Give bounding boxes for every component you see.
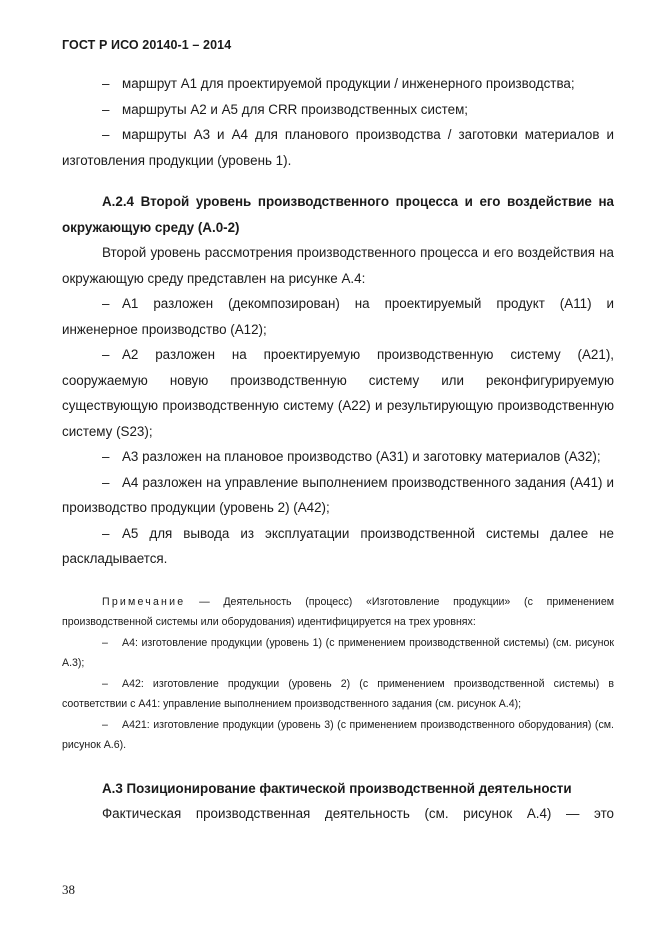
list-dash: – [102, 449, 110, 464]
list-dash: – [102, 347, 110, 362]
list-item-text: А4 разложен на управление выполнением производственного задания (А41) и производство продукции (уровень 2) (А42); [62, 474, 614, 515]
note-item-text: А421: изготовление продукции (уровень 3) (с применением производственного оборудования) (см. рисунок А.6). [62, 718, 614, 751]
list-item [62, 122, 614, 173]
note-item [62, 715, 614, 756]
list-item [62, 97, 614, 123]
note-dash: – [102, 718, 108, 731]
list-item-text: маршруты А3 и А4 для планового производства / заготовки материалов и изготовления продукции (уровень 1). [62, 127, 614, 168]
note-text: — Деятельность (процесс) «Изготовление продукции» (с применением производственной системы или оборудования) идентифицируется на трех уровнях: [62, 595, 614, 628]
list-item [62, 444, 614, 470]
list-dash: – [102, 296, 110, 311]
list-item-text: маршрут А1 для проектируемой продукции / инженерного производства; [122, 76, 575, 91]
note-item [62, 674, 614, 715]
list-item-text: А2 разложен на проектируемую производственную систему (А21), сооружаемую новую производственную систему или реконфигурируемую существующую производственную систему (А22) и результирующую производственную систему (S23); [62, 347, 614, 439]
list-item [62, 71, 614, 97]
list-item [62, 291, 614, 342]
list-dash: – [102, 474, 110, 490]
section-paragraph: Фактическая производственная деятельность (см. рисунок А.4) — это [102, 806, 614, 821]
list-item [62, 521, 614, 572]
note-dash: – [102, 677, 108, 690]
list-item-text: А3 разложен на плановое производство (А31) и заготовку материалов (А32); [122, 449, 601, 464]
note-label: Примечание [102, 595, 186, 608]
section-heading-a24: А.2.4 Второй уровень производственного процесса и его воздействие на окружающую среду (А.0-2) [62, 194, 614, 235]
list-dash: – [102, 76, 110, 91]
list-item-text: А5 для вывода из эксплуатации производственной системы далее не раскладывается. [62, 525, 614, 566]
section-heading-a3: А.3 Позиционирование фактической производственной деятельности [102, 780, 572, 796]
note-intro [62, 592, 614, 633]
list-dash: – [102, 127, 110, 142]
section-a24-list [62, 291, 614, 572]
list-item-text: А1 разложен (декомпозирован) на проектируемый продукт (А11) и инженерное производство (А12); [62, 296, 614, 337]
list-dash: – [102, 101, 110, 117]
list-item [62, 470, 614, 521]
list-item-text: маршруты А2 и А5 для CRR производственных систем; [122, 101, 469, 117]
document-page [62, 38, 614, 827]
intro-list [62, 71, 614, 173]
note-dash: – [102, 636, 108, 649]
note-item [62, 633, 614, 674]
note-block [62, 592, 614, 756]
document-header: ГОСТ Р ИСО 20140-1 – 2014 [62, 38, 232, 52]
section-paragraph: Второй уровень рассмотрения производственного процесса и его воздействия на окружающую среду представлен на рисунке А.4: [62, 245, 614, 286]
list-dash: – [102, 525, 110, 541]
note-item-text: А4: изготовление продукции (уровень 1) (с применением производственной системы) (см. рисунок А.3); [62, 636, 614, 669]
page-number: 38 [62, 882, 75, 897]
note-item-text: А42: изготовление продукции (уровень 2) (с применением производственной системы) в соответствии с А41: управление выполнением производственного задания (см. рисунок А.4); [62, 677, 614, 710]
list-item [62, 342, 614, 444]
